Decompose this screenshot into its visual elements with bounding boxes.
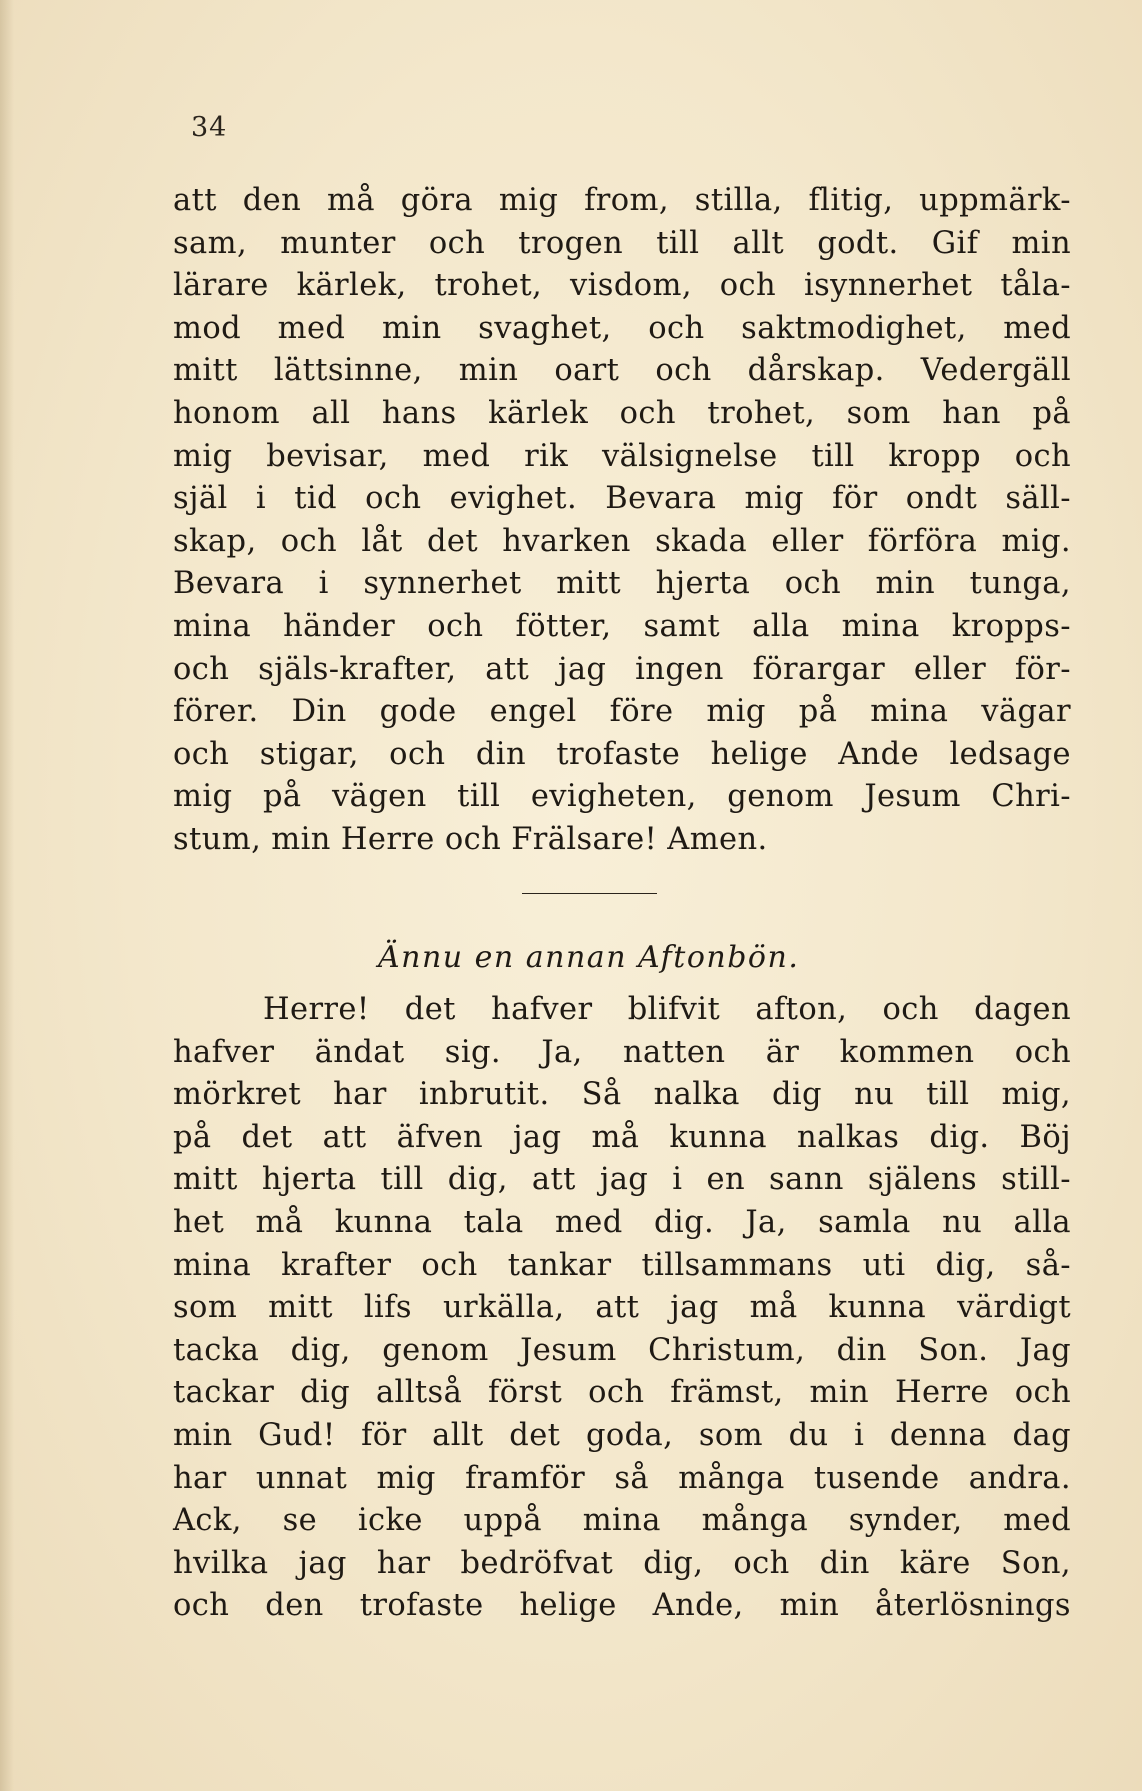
text-line: min Gud! för allt det goda, som du i denna dag xyxy=(173,1417,1071,1453)
text-line: het må kunna tala med dig. Ja, samla nu alla xyxy=(173,1204,1071,1240)
text-line: och själs-krafter, att jag ingen förargar eller för- xyxy=(173,651,1071,687)
text-line: Ack, se icke uppå mina många synder, med xyxy=(173,1503,1071,1539)
text-line: mörkret har inbrutit. Så nalka dig nu till mig, xyxy=(173,1077,1071,1113)
text-line: mod med min svaghet, och saktmodighet, med xyxy=(173,310,1071,346)
text-line: stum, min Herre och Frälsare! Amen. xyxy=(173,821,768,857)
text-line: mig på vägen till evigheten, genom Jesum Chri- xyxy=(173,779,1071,815)
text-line: mitt hjerta till dig, att jag i en sann själens still- xyxy=(173,1162,1071,1198)
text-line: lärare kärlek, trohet, visdom, och isynnerhet tåla- xyxy=(173,268,1071,304)
text-line: mina krafter och tankar tillsammans uti dig, så- xyxy=(173,1247,1071,1283)
prayer-paragraph-1 xyxy=(173,180,1071,862)
text-line: och den trofaste helige Ande, min återlösnings xyxy=(173,1588,1071,1624)
text-line: mig bevisar, med rik välsignelse till kropp och xyxy=(173,438,1071,474)
text-line: på det att äfven jag må kunna nalkas dig. Böj xyxy=(173,1119,1071,1155)
text-line: skap, och låt det hvarken skada eller förföra mig. xyxy=(173,523,1071,559)
text-line: tacka dig, genom Jesum Christum, din Son. Jag xyxy=(173,1332,1071,1368)
text-line: har unnat mig framför så många tusende andra. xyxy=(173,1460,1071,1496)
text-line: Herre! det hafver blifvit afton, och dagen xyxy=(263,992,1071,1027)
text-line: själ i tid och evighet. Bevara mig för ondt säll- xyxy=(173,481,1071,517)
text-line: förer. Din gode engel före mig på mina vägar xyxy=(173,694,1071,730)
page-edge-shadow xyxy=(0,0,14,1791)
text-line: att den må göra mig from, stilla, flitig, uppmärk- xyxy=(173,183,1071,218)
text-line: tackar dig alltså först och främst, min Herre och xyxy=(173,1375,1071,1411)
text-line: hvilka jag har bedröfvat dig, och din käre Son, xyxy=(173,1545,1071,1581)
page-number: 34 xyxy=(191,112,228,143)
text-line: mitt lättsinne, min oart och dårskap. Vedergäll xyxy=(173,353,1071,389)
text-line: honom all hans kärlek och trohet, som han på xyxy=(173,395,1071,431)
text-line: mina händer och fötter, samt alla mina kropps- xyxy=(173,608,1071,644)
section-divider xyxy=(522,893,657,894)
prayer-paragraph-2 xyxy=(173,989,1071,1628)
text-line: Bevara i synnerhet mitt hjerta och min tunga, xyxy=(173,566,1071,602)
text-line: sam, munter och trogen till allt godt. Gif min xyxy=(173,225,1071,261)
text-line: hafver ändat sig. Ja, natten är kommen och xyxy=(173,1034,1071,1070)
section-heading: Ännu en annan Aftonbön. xyxy=(378,940,800,975)
text-line: och stigar, och din trofaste helige Ande ledsage xyxy=(173,736,1071,772)
text-line: som mitt lifs urkälla, att jag må kunna värdigt xyxy=(173,1290,1071,1326)
